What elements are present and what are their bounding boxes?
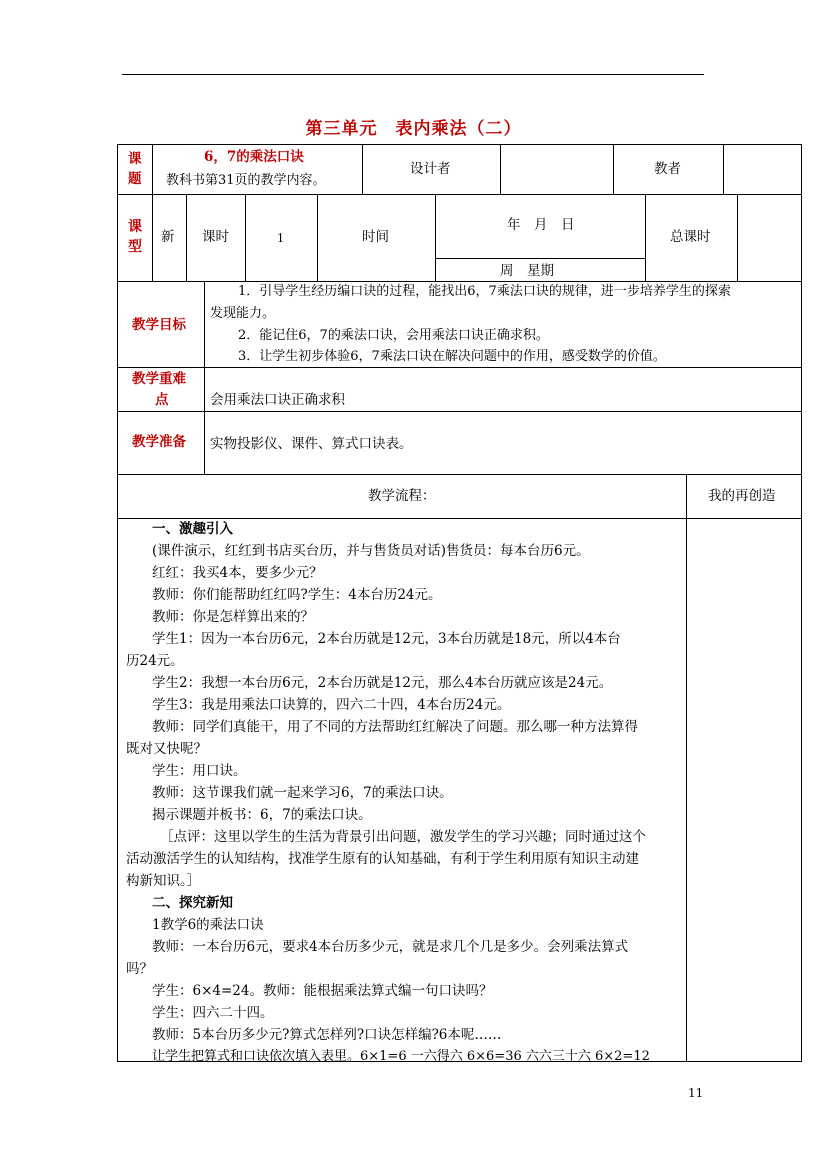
time-label: 时间 xyxy=(362,229,389,245)
section-heading: 二、探究新知 xyxy=(152,895,233,911)
topic-label-1: 课 xyxy=(128,151,142,167)
col-divider xyxy=(317,194,318,282)
flow-paragraph: 学生：用口诀。 xyxy=(152,763,247,779)
keypoints-value: 会用乘法口诀正确求积 xyxy=(210,392,345,408)
topic-source: 教科书第31页的教学内容。 xyxy=(166,173,326,188)
row-divider xyxy=(117,474,802,475)
date-week-divider xyxy=(435,258,645,259)
row-divider xyxy=(117,367,802,368)
total-periods-label: 总课时 xyxy=(670,229,711,245)
type-label-2: 型 xyxy=(128,239,142,255)
row-divider xyxy=(117,411,802,412)
col-divider xyxy=(435,194,436,282)
goal-3: 3．让学生初步体验6，7乘法口诀在解决问题中的作用，感受数学的价值。 xyxy=(238,349,666,364)
row-divider xyxy=(117,281,802,282)
goal-1-cont: 发现能力。 xyxy=(210,306,276,321)
prep-value: 实物投影仪、课件、算式口诀表。 xyxy=(210,436,413,452)
flow-paragraph: 吗？ xyxy=(126,961,153,977)
goal-1: 1．引导学生经历编口诀的过程，能找出6，7乘法口诀的规律，进一步培养学生的探索 xyxy=(238,284,731,299)
flow-paragraph: 教师：你们能帮助红红吗?学生：4本台历24元。 xyxy=(152,587,442,603)
week-text: 周 星期 xyxy=(500,263,554,279)
col-divider xyxy=(723,144,724,195)
flow-paragraph: 学生3：我是用乘法口诀算的，四六二十四，4本台历24元。 xyxy=(152,697,511,713)
flow-paragraph: 教师：5本台历多少元?算式怎样列?口诀怎样编?6本呢…… xyxy=(152,1027,502,1043)
col-divider xyxy=(737,194,738,282)
flow-paragraph: 揭示课题并板书：6，7的乘法口诀。 xyxy=(152,807,372,823)
col-divider xyxy=(613,144,614,195)
designer-label: 设计者 xyxy=(410,161,451,177)
topic-title: 6，7的乘法口诀 xyxy=(204,149,304,165)
flow-paragraph: 教师：你是怎样算出来的？ xyxy=(152,609,314,625)
date-text: 年 月 日 xyxy=(507,217,575,233)
type-value: 新 xyxy=(161,229,175,245)
col-divider xyxy=(686,474,687,1062)
teacher-label: 教者 xyxy=(654,161,681,177)
topic-label-2: 题 xyxy=(128,171,142,187)
col-divider xyxy=(152,194,153,282)
flow-paragraph: 教师：这节课我们就一起来学习6，7的乘法口诀。 xyxy=(152,785,453,801)
col-divider xyxy=(362,144,363,195)
type-label-1: 课 xyxy=(128,219,142,235)
goals-label: 教学目标 xyxy=(132,317,186,333)
flow-paragraph: 学生：四六二十四。 xyxy=(152,1005,274,1021)
commentary: 活动激活学生的认知结构，找准学生原有的认知基础，有利于学生利用原有知识主动建 xyxy=(126,851,639,867)
commentary: 构新知识。］ xyxy=(126,873,201,889)
col-divider xyxy=(186,194,187,282)
col-divider xyxy=(245,194,246,282)
page-title: 第三单元 表内乘法（二） xyxy=(305,119,522,139)
flow-paragraph: 历24元。 xyxy=(126,653,184,669)
flow-paragraph: 学生1：因为一本台历6元，2本台历就是12元，3本台历就是18元，所以4本台 xyxy=(152,631,621,647)
flow-paragraph: 让学生把算式和口诀依次填入表里。6×1=6 一六得六 6×6=36 六六三十六 6×2=12 xyxy=(152,1049,650,1064)
keypoints-label-2: 点 xyxy=(155,392,169,408)
col-divider xyxy=(645,194,646,282)
commentary: ［点评：这里以学生的生活为背景引出问题，激发学生的学习兴趣；同时通过这个 xyxy=(160,829,646,845)
keypoints-label-1: 教学重难 xyxy=(132,371,186,387)
flow-header-label: 教学流程： xyxy=(368,488,436,504)
flow-paragraph: 教师：一本台历6元，要求4本台历多少元，就是求几个几是多少。会列乘法算式 xyxy=(152,939,629,955)
flow-paragraph: 1教学6的乘法口诀 xyxy=(152,917,264,933)
row-divider xyxy=(117,194,802,195)
flow-paragraph: (课件演示，红红到书店买台历，并与售货员对话)售货员：每本台历6元。 xyxy=(152,543,590,559)
recreation-header-label: 我的再创造 xyxy=(708,488,776,504)
flow-paragraph: 学生：6×4=24。教师：能根据乘法算式编一句口诀吗？ xyxy=(152,983,493,999)
period-label: 课时 xyxy=(202,229,229,245)
col-divider xyxy=(500,144,501,195)
flow-paragraph: 既对又快呢？ xyxy=(126,741,207,757)
teaching-flow xyxy=(118,518,686,1068)
flow-paragraph: 教师：同学们真能干，用了不同的方法帮助红红解决了问题。那么哪一种方法算得 xyxy=(152,719,638,735)
col-divider xyxy=(152,144,153,195)
page-number: 11 xyxy=(688,1086,704,1100)
prep-label: 教学准备 xyxy=(132,434,186,450)
header-rule xyxy=(122,74,704,75)
period-value: 1 xyxy=(277,230,284,245)
flow-paragraph: 学生2：我想一本台历6元，2本台历就是12元，那么4本台历就应该是24元。 xyxy=(152,675,613,691)
col-divider xyxy=(204,281,205,475)
goal-2: 2．能记住6，7的乘法口诀，会用乘法口诀正确求积。 xyxy=(238,328,549,343)
section-heading: 一、激趣引入 xyxy=(152,521,233,537)
flow-paragraph: 红红：我买4本，要多少元？ xyxy=(152,565,323,581)
